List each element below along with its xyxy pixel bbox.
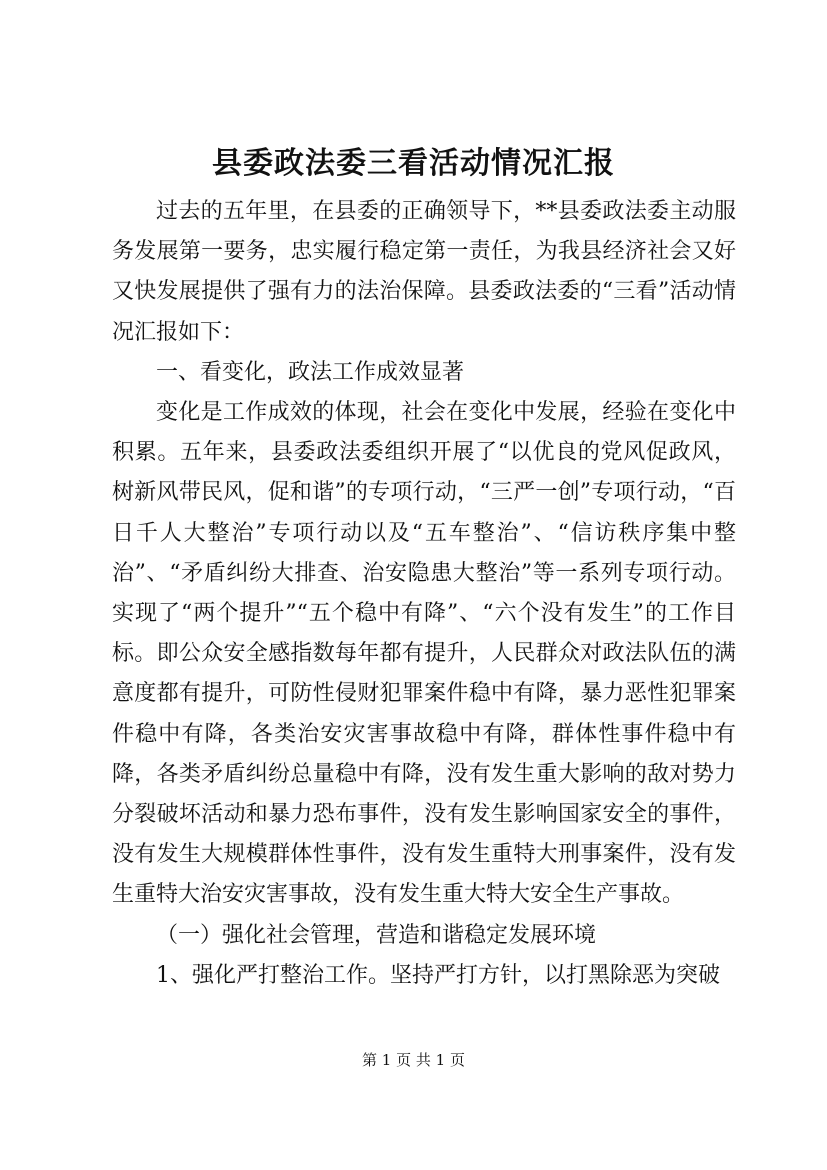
- subsection-heading-1: （一）强化社会管理，营造和谐稳定发展环境: [156, 922, 597, 948]
- list-item-paragraph: 1、强化严打整治工作。坚持严打方针，以打黑除恶为突破: [156, 962, 720, 988]
- body-paragraph: 变化是工作成效的体现，社会在变化中发展，经验在变化中积累。五年来，县委政法委组织开展了“以优良的党风促政风，树新风带民风，促和谐”的专项行动，“三严一创”专项行动，“百日千人大整治”专项行动以及“五车整治”、“信访秩序集中整治”、“矛盾纠纷大排查、治安隐患大整治”等一系列专项行动。实现了“两个提升”“五个稳中有降”、“六个没有发生”的工作目标。即公众安全感指数每年都有提升，人民群众对政法队伍的满意度都有提升，可防性侵财犯罪案件稳中有降，暴力恶性犯罪案件稳中有降，各类治安灾害事故稳中有降，群体性事件稳中有降，各类矛盾纠纷总量稳中有降，没有发生重大影响的敌对势力分裂破坏活动和暴力恐布事件，没有发生影响国家安全的事件，没有发生大规模群体性事件，没有发生重特大刑事案件，没有发生重特大治安灾害事故，没有发生重大特大安全生产事故。: [112, 400, 736, 908]
- page-footer: 第 1 页 共 1 页: [362, 1051, 465, 1069]
- section-heading-1: 一、看变化，政法工作成效显著: [156, 359, 465, 385]
- document-title: 县委政法委三看活动情况汇报: [212, 146, 615, 181]
- document-body: [112, 192, 736, 996]
- intro-paragraph: 过去的五年里，在县委的正确领导下，**县委政法委主动服务发展第一要务，忠实履行稳定第一责任，为我县经济社会又好又快发展提供了强有力的法治保障。县委政法委的“三看”活动情况汇报如下：: [112, 199, 736, 345]
